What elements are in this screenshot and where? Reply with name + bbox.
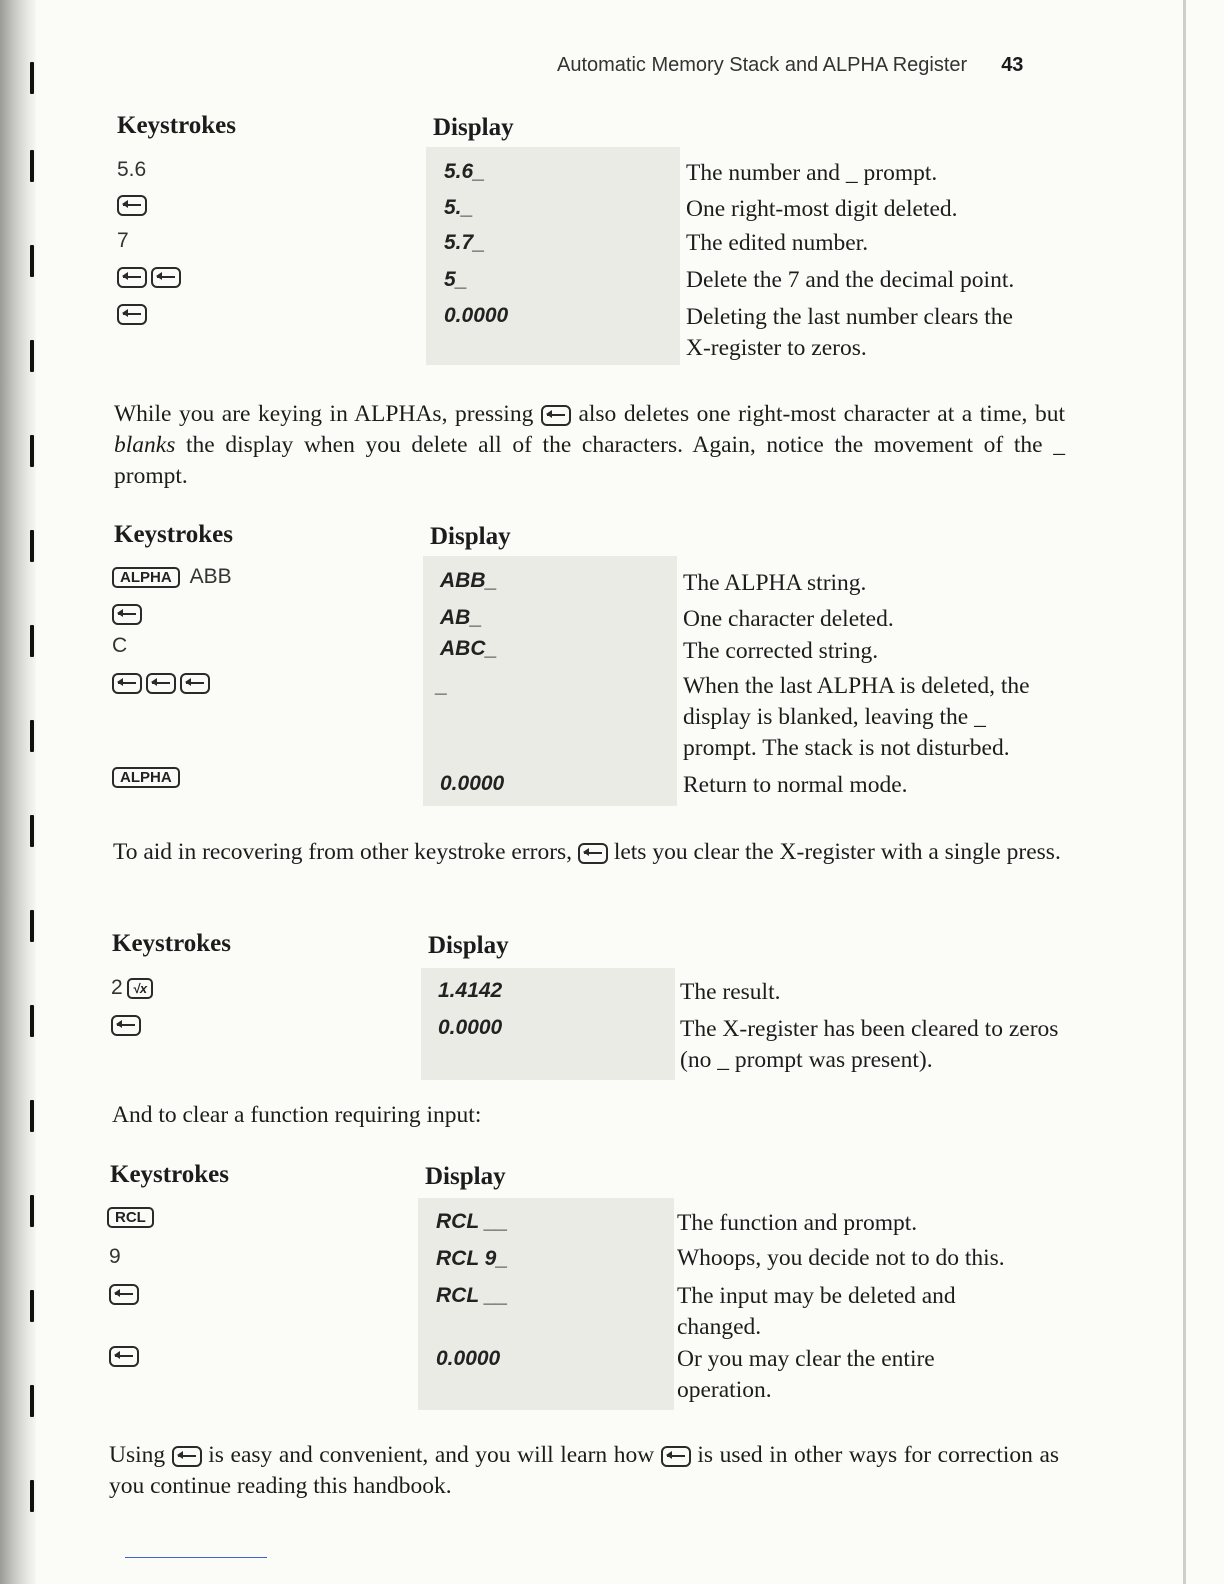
description: The edited number. [686,230,869,256]
display-value: ABB_ [440,569,498,592]
description: Or you may clear the entire operation. [677,1346,935,1403]
rcl-key: RCL [107,1207,154,1228]
keystroke-cell [117,267,181,288]
display-heading: Display [430,523,511,550]
paragraph-text: is easy and convenient, and you will learn how [208,1442,655,1468]
display-value: 1.4142 [438,979,503,1002]
backspace-key-icon [151,267,181,288]
paragraph [109,1440,1059,1502]
description: Deleting the last number clears the X-register to zeros. [686,304,1013,361]
display-value: ABC_ [440,637,498,660]
binder-hole [30,62,34,94]
keystroke-cell [109,1245,121,1269]
keystroke-cell [117,195,147,216]
display-value: _ [436,674,448,697]
backspace-key-icon [117,267,147,288]
paragraph [114,399,1065,492]
binder-hole [30,625,34,657]
display-value: 0.0000 [436,1347,501,1370]
footer-rule [125,1557,267,1558]
backspace-key-icon [109,1346,139,1367]
binder-hole [30,910,34,942]
binder-hole [30,1100,34,1132]
keystroke-cell [112,634,127,658]
binder-hole [30,340,34,372]
display-value: RCL __ [436,1210,508,1233]
description: Whoops, you decide not to do this. [677,1245,1005,1271]
display-value: 5._ [444,196,474,219]
keystroke-cell [112,767,180,788]
keystroke-cell [112,565,232,589]
paragraph: And to clear a function requiring input: [112,1102,482,1128]
keystrokes-heading: Keystrokes [112,930,231,957]
emphasis-text: blanks [114,432,176,458]
binder-hole [30,245,34,277]
display-value: RCL 9_ [436,1247,508,1270]
description: The X-register has been cleared to zeros (no _ prompt was present). [680,1016,1059,1073]
keystroke-cell [112,673,210,694]
backspace-key-icon [541,405,571,426]
binder-hole [30,1005,34,1037]
description: One right-most digit deleted. [686,196,958,222]
keystroke-cell [117,304,147,325]
paragraph-text: Using [109,1442,166,1468]
keystroke-cell [117,158,146,182]
display-heading: Display [428,932,509,959]
keystroke-text: 9 [109,1245,121,1268]
display-value: 0.0000 [438,1016,503,1039]
binding-edge [0,0,36,1584]
description: The result. [680,979,781,1005]
description: One character deleted. [683,606,894,632]
description: Return to normal mode. [683,772,908,798]
keystroke-cell [112,604,142,625]
keystroke-text: 7 [117,229,129,252]
paragraph-text: To aid in recovering from other keystroke errors, [113,839,573,865]
keystroke-text: ABB [189,565,232,588]
description: The input may be deleted and changed. [677,1283,956,1340]
description: The number and _ prompt. [686,160,938,186]
sqrt-key: √x [127,978,153,999]
display-value: 0.0000 [444,304,509,327]
backspace-key-icon [578,843,608,864]
paragraph-text: lets you clear the X-register with a single press. [613,839,1061,865]
display-shading [423,556,677,806]
alpha-key: ALPHA [112,567,180,588]
keystroke-cell [117,229,129,253]
header-title: Automatic Memory Stack and ALPHA Register [557,54,968,76]
keystroke-text: 2 [111,976,123,999]
display-heading: Display [433,114,514,141]
keystroke-cell [111,976,153,1000]
binder-hole [30,1195,34,1227]
backspace-key-icon [112,604,142,625]
keystrokes-heading: Keystrokes [114,521,233,548]
display-value: RCL __ [436,1284,508,1307]
binder-hole [30,435,34,467]
keystroke-cell [111,1015,141,1036]
paragraph-text: also deletes one right-most character at a time, but [578,401,1066,427]
display-value: 5.7_ [444,231,485,254]
keystroke-cell [107,1207,154,1228]
binder-hole [30,1385,34,1417]
binder-hole [30,530,34,562]
keystroke-cell [109,1346,139,1367]
paragraph [113,837,1064,868]
display-value: AB_ [440,606,483,629]
binder-hole [30,1290,34,1322]
keystrokes-heading: Keystrokes [110,1161,229,1188]
backspace-key-icon [117,195,147,216]
backspace-key-icon [661,1446,691,1467]
display-value: 5.6_ [444,160,485,183]
backspace-key-icon [111,1015,141,1036]
backspace-key-icon [146,673,176,694]
binder-hole [30,1480,34,1512]
alpha-key: ALPHA [112,767,180,788]
description: Delete the 7 and the decimal point. [686,267,1015,293]
keystroke-cell [109,1284,139,1305]
backspace-key-icon [117,304,147,325]
backspace-key-icon [180,673,210,694]
description: The ALPHA string. [683,570,867,596]
running-header [557,54,1023,77]
keystroke-text: C [112,634,128,657]
backspace-key-icon [109,1284,139,1305]
page-number: 43 [1001,54,1024,76]
paragraph-text: While you are keying in ALPHAs, pressing [114,401,534,427]
keystroke-text: 5.6 [117,158,147,181]
binder-hole [30,150,34,182]
description: When the last ALPHA is deleted, the display is blanked, leaving the _ prompt. The stack is not disturbed. [683,673,1030,761]
display-heading: Display [425,1163,506,1190]
display-value: 5_ [444,268,468,291]
paragraph-text: the display when you delete all of the characters. Again, notice the movement of the _ prompt. [114,432,1066,489]
binder-hole [30,720,34,752]
binder-hole [30,815,34,847]
page-edge [1183,0,1186,1584]
paragraph-text: is used in other ways for correction as you continue reading this handbook. [109,1442,1060,1499]
keystrokes-heading: Keystrokes [117,112,236,139]
backspace-key-icon [172,1446,202,1467]
backspace-key-icon [112,673,142,694]
description: The function and prompt. [677,1210,918,1236]
display-value: 0.0000 [440,772,505,795]
description: The corrected string. [683,638,879,664]
